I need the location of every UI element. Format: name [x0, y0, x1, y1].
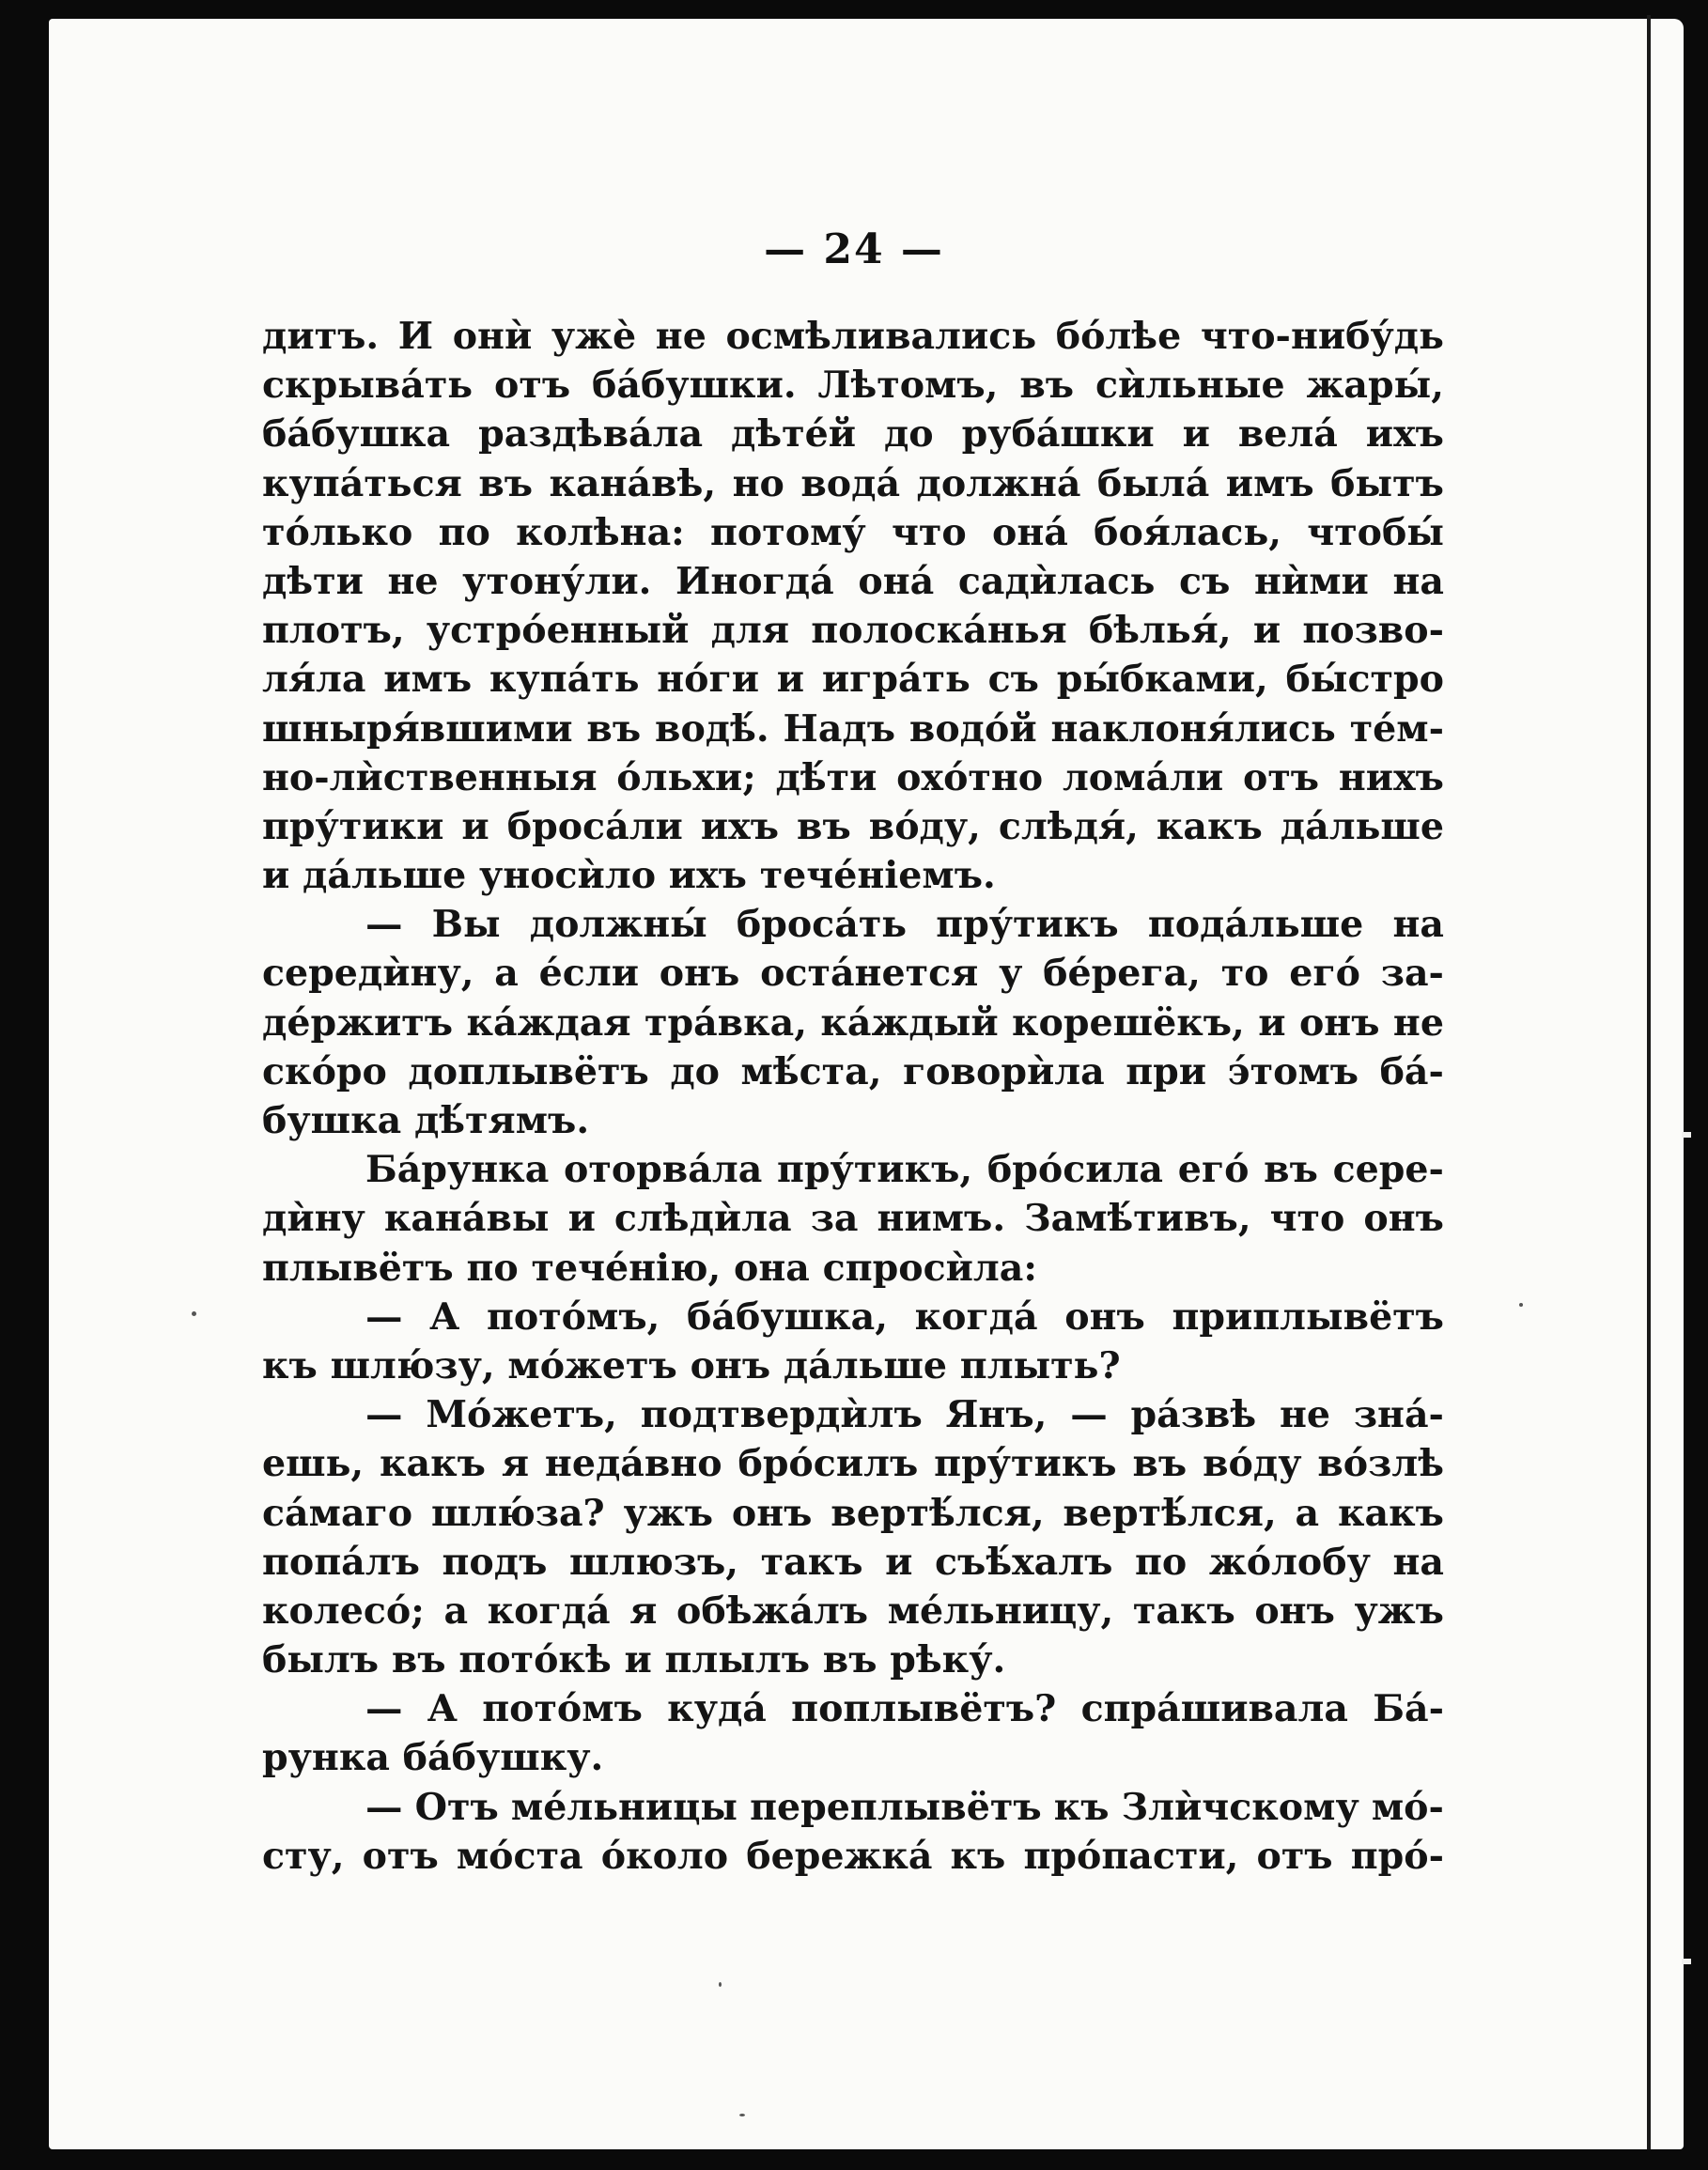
- dust-speck: [1519, 1303, 1523, 1307]
- text-line: рунка бáбушку.: [262, 1736, 604, 1780]
- text-line: шныря́вшими въ водѣ́. Надъ водóй наклоня́лись тéм-: [262, 706, 1444, 751]
- page-number: — 24 —: [764, 225, 944, 273]
- text-line: но-лѝственныя óльхи; дѣ́ти охóтно ломáли отъ нихъ: [262, 755, 1444, 799]
- dust-speck: [719, 1982, 722, 1987]
- text-line: плывётъ по течéнію, она спросѝла:: [262, 1246, 1037, 1290]
- text-line: ешь, какъ я недáвно брóсилъ пру́тикъ въ вóду вóзлѣ: [262, 1442, 1444, 1486]
- dust-speck: [192, 1311, 196, 1316]
- page-edge-line: [1647, 15, 1651, 2149]
- text-line: — Вы должны́ бросáть пру́тикъ подáльше на: [365, 903, 1444, 947]
- text-line: дѝну канáвы и слѣдѝла за нимъ. Замѣ́тивъ, что онъ: [262, 1197, 1444, 1241]
- text-line: — Мóжетъ, подтвердѝлъ Янъ, — рáзвѣ не знá-: [365, 1393, 1444, 1437]
- text-line: скóро доплывётъ до мѣ́ста, говорѝла при э́томъ бá-: [262, 1049, 1444, 1093]
- text-line: Бáрунка оторвáла пру́тикъ, брóсила егó въ сере-: [365, 1148, 1444, 1192]
- dust-speck: [739, 2114, 745, 2116]
- text-line: середѝну, а éсли онъ остáнется у бéрега, то егó за-: [262, 952, 1444, 996]
- edge-mark: [1682, 1959, 1691, 1964]
- text-line: плотъ, устрóенный для полоскáнья бѣлья́, и позво-: [262, 609, 1444, 653]
- text-line: тóлько по колѣна: потому́ что онá боя́лась, чтобы́: [262, 510, 1444, 554]
- text-line: былъ въ потóкѣ и плылъ въ рѣку́.: [262, 1638, 1006, 1682]
- text-line: пру́тики и бросáли ихъ въ вóду, слѣдя́, какъ дáльше: [262, 804, 1444, 848]
- text-line: — Отъ мéльницы переплывётъ къ Злѝчскому мó-: [365, 1785, 1444, 1829]
- text-line: и дáльше уносѝло ихъ течéніемъ.: [262, 854, 996, 898]
- text-line: дитъ. И онѝ ужѐ не осмѣливались бóлѣе что-нибу́дь: [262, 315, 1444, 358]
- text-line: ля́ла имъ купáть нóги и игрáть съ ры́бками, бы́стро: [262, 658, 1444, 702]
- text-line: сáмаго шлю́за? ужъ онъ вертѣ́лся, вертѣ́лся, а какъ: [262, 1491, 1444, 1535]
- text-line: скрывáть отъ бáбушки. Лѣтомъ, въ сѝльные жары́,: [262, 364, 1444, 408]
- text-line: дѣти не утону́ли. Иногдá онá садѝлась съ нѝми на: [262, 559, 1444, 603]
- text-line: — А потóмъ, бáбушка, когдá онъ приплывётъ: [365, 1294, 1444, 1339]
- body-text: [262, 312, 1444, 1881]
- edge-mark: [1682, 1132, 1691, 1138]
- text-line: — А потóмъ кудá поплывётъ? спрáшивала Бá-: [365, 1687, 1444, 1731]
- text-line: къ шлю́зу, мóжетъ онъ дáльше плыть?: [262, 1343, 1121, 1387]
- text-line: бушка дѣ́тямъ.: [262, 1099, 590, 1142]
- text-line: бáбушка раздѣвáла дѣтéй до рубáшки и велá ихъ: [262, 412, 1444, 457]
- text-line: сту, отъ мóста óколо бережкá къ прóпасти, отъ прó-: [262, 1834, 1444, 1878]
- text-line: колесó; а когдá я обѣжáлъ мéльницу, такъ онъ ужъ: [262, 1589, 1444, 1633]
- text-line: попáлъ подъ шлюзъ, такъ и съѣ́халъ по жóлобу на: [262, 1540, 1444, 1584]
- text-line: дéржитъ кáждая трáвка, кáждый корешёкъ, и онъ не: [262, 1000, 1444, 1045]
- text-line: купáться въ канáвѣ, но водá должнá былá имъ бытъ: [262, 461, 1444, 505]
